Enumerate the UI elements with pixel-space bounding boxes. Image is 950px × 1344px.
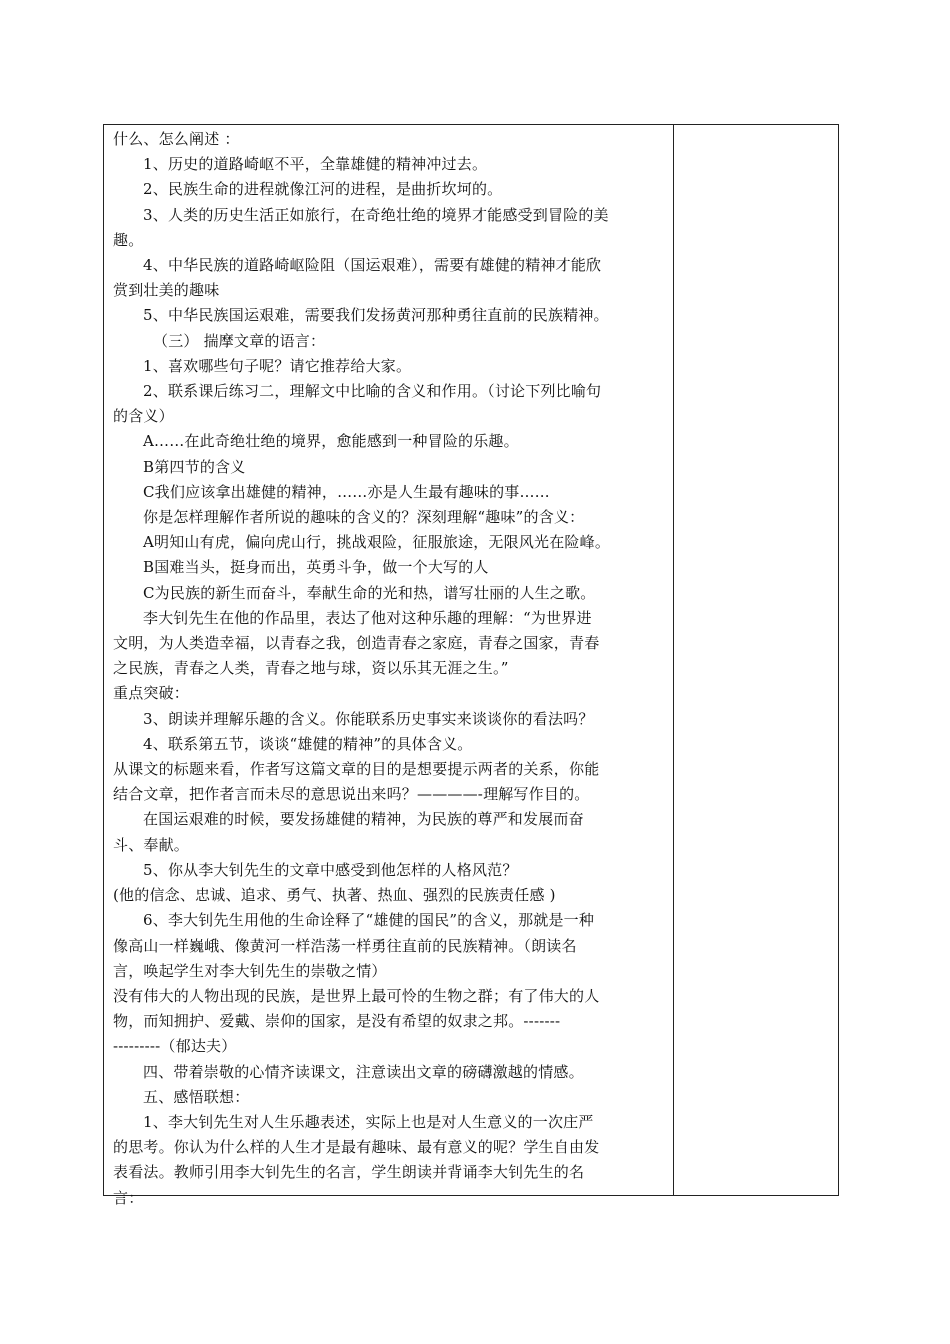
text-line: 赏到壮美的趣味 [113, 281, 220, 300]
text-line: 之民族，青春之人类，青春之地与球，资以乐其无涯之生。” [113, 659, 509, 678]
text-line: 1、喜欢哪些句子呢？请它推荐给大家。 [143, 356, 412, 375]
text-line: 1、历史的道路崎岖不平，全靠雄健的精神冲过去。 [143, 155, 488, 174]
text-line: 四、带着崇敬的心情齐读课文，注意读出文章的磅礴激越的情感。 [143, 1062, 584, 1081]
text-line: B第四节的含义 [143, 457, 246, 476]
text-line: 2、民族生命的进程就像江河的进程，是曲折坎坷的。 [143, 180, 503, 199]
text-line: 什么、怎么阐述 ： [113, 130, 240, 148]
text-line: 趣。 [113, 230, 144, 249]
text-line: 在国运艰难的时候，要发扬雄健的精神，为民族的尊严和发展而奋 [143, 810, 584, 829]
text-line: 6、李大钊先生用他的生命诠释了“雄健的国民”的含义，那就是一种 [143, 911, 595, 930]
text-line: 结合文章，把作者言而未尽的意思说出来吗？————-理解写作目的。 [113, 785, 590, 804]
lesson-content-cell [113, 127, 665, 1211]
text-line: 物，而知拥护、爱戴、崇仰的国家，是没有希望的奴隶之邦。------- [113, 1012, 561, 1031]
text-line: C我们应该拿出雄健的精神，……亦是人生最有趣味的事…… [143, 482, 550, 501]
text-line: 言，唤起学生对李大钊先生的崇敬之情） [113, 961, 387, 980]
text-line: C为民族的新生而奋斗，奉献生命的光和热，谱写壮丽的人生之歌。 [143, 583, 596, 602]
text-line: 2、联系课后练习二，理解文中比喻的含义和作用。（讨论下列比喻句 [143, 382, 602, 401]
text-line: 的思考。你认为什么样的人生才是最有趣味、最有意义的呢？学生自由发 [113, 1138, 600, 1157]
text-line: 从课文的标题来看，作者写这篇文章的目的是想要提示两者的关系，你能 [113, 760, 600, 779]
text-line: (他的信念、忠诚、追求、勇气、执著、热血、强烈的民族责任感 ) [113, 886, 556, 905]
text-line: 五、感悟联想： [143, 1087, 250, 1106]
text-line: B国难当头，挺身而出，英勇斗争，做一个大写的人 [143, 558, 489, 577]
text-line: 你是怎样理解作者所说的趣味的含义的？深刻理解“趣味”的含义： [143, 508, 585, 527]
text-line: A……在此奇绝壮绝的境界，愈能感到一种冒险的乐趣。 [143, 432, 519, 451]
text-line: A明知山有虎，偏向虎山行，挑战艰险，征服旅途，无限风光在险峰。 [143, 533, 611, 552]
text-line: 4、联系第五节，谈谈“雄健的精神”的具体含义。 [143, 734, 473, 753]
text-line: 的含义） [113, 407, 174, 426]
lesson-table [103, 124, 839, 1207]
text-line: 5、你从李大钊先生的文章中感受到他怎样的人格风范？ [143, 860, 518, 879]
text-line: 1、李大钊先生对人生乐趣表述，实际上也是对人生意义的一次庄严 [143, 1112, 594, 1131]
text-line: 3、朗读并理解乐趣的含义。你能联系历史事实来谈谈你的看法吗？ [143, 709, 594, 728]
text-line: 4、中华民族的道路崎岖险阻（国运艰难），需要有雄健的精神才能欣 [143, 256, 602, 275]
text-line: 3、人类的历史生活正如旅行，在奇绝壮绝的境界才能感受到冒险的美 [143, 205, 609, 224]
text-line: 文明，为人类造幸福，以青春之我，创造青春之家庭，青春之国家，青春 [113, 634, 600, 653]
text-line: 像高山一样巍峨、像黄河一样浩荡一样勇往直前的民族精神。（朗读名 [113, 936, 577, 955]
text-line: 斗、奉献。 [113, 835, 190, 854]
text-line: （三） 揣摩文章的语言： [153, 331, 326, 350]
notes-cell [674, 125, 838, 1195]
text-line: 表看法。教师引用李大钊先生的名言，学生朗读并背诵李大钊先生的名 [113, 1163, 585, 1182]
text-line: 李大钊先生在他的作品里，表达了他对这种乐趣的理解：“为世界进 [143, 608, 592, 627]
text-line: 5、中华民族国运艰难，需要我们发扬黄河那种勇往直前的民族精神。 [143, 306, 609, 325]
text-line: 没有伟大的人物出现的民族，是世界上最可怜的生物之群；有了伟大的人 [113, 986, 600, 1005]
text-line: 重点突破： [113, 684, 190, 703]
text-line: 言： [113, 1188, 144, 1207]
text-line: ---------（郁达夫） [113, 1037, 237, 1056]
